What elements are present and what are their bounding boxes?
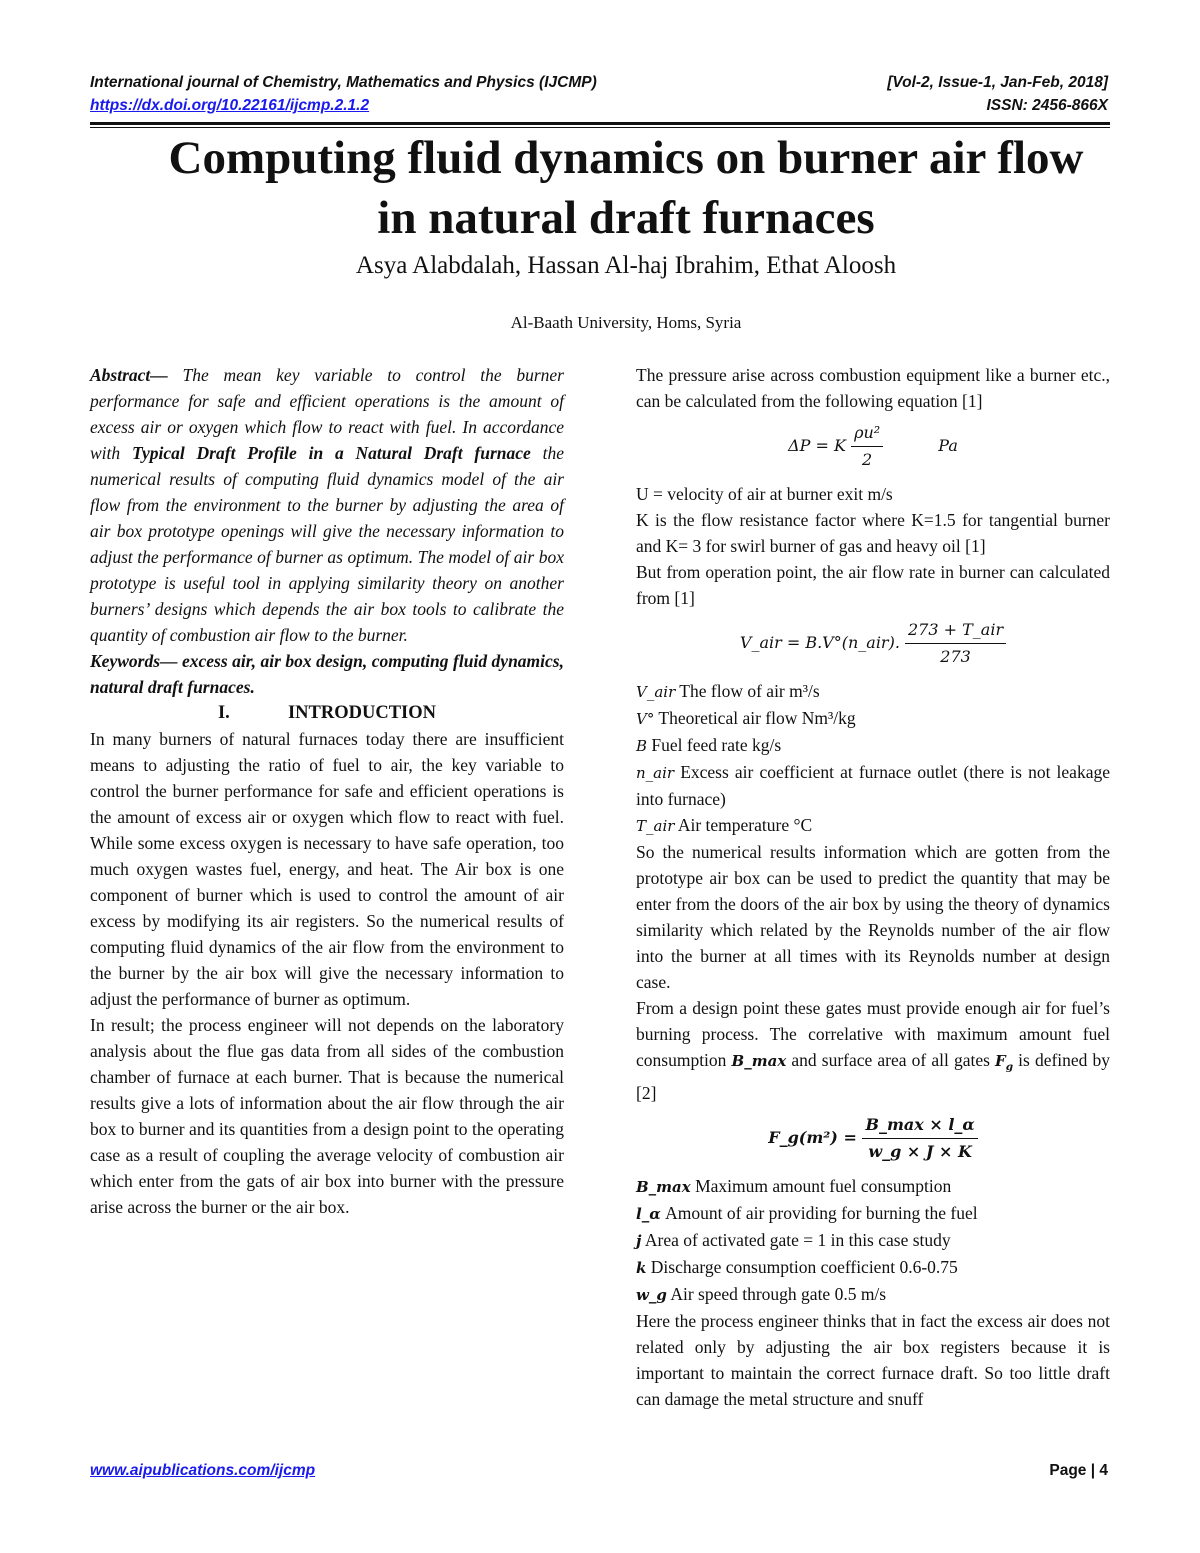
eq1-denominator: 2 (862, 450, 873, 469)
section-title: INTRODUCTION (287, 703, 437, 723)
var-text: Air temperature °C (674, 815, 813, 835)
def-text: Maximum amount fuel consumption (690, 1176, 952, 1196)
right-paragraph-3: So the numerical results information which are gotten from the prototype air box can be used to predict the quantity that may be enter from the doors of the air box by using the theory of dynamics similarity which related by the Reynolds number of the air flow into the burner at all times with its Reynolds number at design case. (636, 842, 1110, 992)
eq3-fraction (862, 1112, 977, 1165)
eq3-lhs: F_g(m²) = (768, 1128, 857, 1147)
def-l-alpha (636, 1200, 1110, 1227)
def-symbol: j (636, 1232, 642, 1250)
right-column (636, 362, 1110, 1412)
def-w-g (636, 1281, 1110, 1308)
paper-title-line1: Computing fluid dynamics on burner air flow (168, 132, 1084, 184)
var-symbol: V° (636, 710, 655, 728)
b-max-symbol: B_max (731, 1052, 787, 1070)
f-g-symbol: $F_g$ (995, 1052, 1014, 1073)
equation-gate-area (636, 1112, 1110, 1165)
def-text: Air speed through gate 0.5 m/s (666, 1284, 887, 1304)
doi-link[interactable]: https://dx.doi.org/10.22161/ijcmp.2.1.2 (90, 97, 370, 114)
var-v-theoretical (636, 705, 1110, 732)
def-text: Discharge consumption coefficient 0.6-0.75 (646, 1257, 958, 1277)
var-symbol: T_air (636, 817, 675, 835)
var-text: Theoretical air flow Nm³/kg (654, 708, 856, 728)
eq3-denominator: w_g × J × K (868, 1142, 972, 1161)
equation-pressure (636, 420, 1110, 473)
authors: Asya Alabdalah, Hassan Al-haj Ibrahim, Ethat Aloosh (355, 252, 897, 279)
def-text: Amount of air providing for burning the fuel (660, 1203, 978, 1223)
header-rule-thin (90, 127, 1110, 128)
keywords: Keywords— excess air, air box design, computing fluid dynamics, natural draft furnaces. (90, 651, 564, 697)
right-paragraph-1: The pressure arise across combustion equipment like a burner etc., can be calculated from the following equation [1] (636, 365, 1110, 411)
intro-paragraph-1: In many burners of natural furnaces today there are insufficient means to adjusting the ratio of fuel to air, the key variable to control the burner performance for safe and efficient operations is the amount of excess air or oxygen which flow to react with fuel. While some excess oxygen is necessary to have safe operation, too much oxygen wastes fuel, energy, and heat. The Air box is one component of burner which is used to control the amount of air excess by modifying its air registers. So the numerical results of computing fluid dynamics of the air flow from the environment to the burner by the air box will give the necessary information to adjust the performance of burner as optimum. (90, 729, 564, 1009)
footer-link[interactable]: www.aipublications.com/ijcmp (90, 1462, 316, 1479)
eq1-fraction (851, 420, 883, 473)
header-rule (90, 122, 1110, 125)
right-paragraph-2: But from operation point, the air flow rate in burner can calculated from [1] (636, 562, 1110, 608)
var-text: Fuel feed rate kg/s (647, 735, 782, 755)
abstract-text-2: the numerical results of computing fluid dynamics model of the air flow from the environment to the burner by adjusting the area of air box prototype openings will give the necessary information to adjust the performance of burner as optimum. The model of air box prototype is useful tool in applying similarity theory on another burners’ designs which depends the air box tools to calibrate the quantity of combustion air flow to the burner. (90, 443, 564, 645)
var-symbol: n_air (636, 764, 675, 782)
def-symbol: k (636, 1259, 647, 1277)
p4-text-b: and surface area of all gates (791, 1050, 990, 1070)
def-symbol: w_g (636, 1286, 667, 1304)
def-j (636, 1227, 1110, 1254)
doi-link-wrap (90, 97, 369, 115)
abstract (90, 362, 564, 648)
var-v-air (636, 678, 1110, 705)
right-paragraph-4 (636, 995, 1110, 1106)
def-k (636, 1254, 1110, 1281)
def-symbol: B_max (636, 1178, 691, 1196)
u-definition: U = velocity of air at burner exit m/s (636, 484, 893, 504)
def-symbol: l_α (636, 1205, 661, 1223)
eq3-numerator: B_max × l_α (862, 1112, 977, 1139)
footer-link-wrap (90, 1462, 315, 1480)
var-text: The flow of air m³/s (675, 681, 820, 701)
affiliation: Al-Baath University, Homs, Syria (510, 313, 742, 332)
issn: ISSN: 2456-866X (986, 97, 1108, 114)
var-text: Excess air coefficient at furnace outlet (there is not leakage into furnace) (636, 762, 1110, 809)
equation-air-flow (636, 617, 1110, 670)
eq2-lhs: V_air = B.V°(n_air). (739, 633, 900, 652)
eq2-numerator: 273 + T_air (905, 617, 1006, 644)
eq2-fraction (905, 617, 1006, 670)
def-text: Area of activated gate = 1 in this case study (641, 1230, 951, 1250)
eq1-numerator: ρu² (851, 420, 883, 447)
volume-info: [Vol-2, Issue-1, Jan-Feb, 2018] (887, 74, 1108, 91)
right-paragraph-5: Here the process engineer thinks that in fact the excess air does not related only by adjusting the air box registers because it is important to maintain the correct furnace draft. So too little draft can damage the metal structure and snuff (636, 1311, 1110, 1409)
eq1-lhs: ΔP = K (788, 436, 846, 455)
k-definition: K is the flow resistance factor where K=1.5 for tangential burner and K= 3 for swirl burner of gas and heavy oil [1] (636, 510, 1110, 556)
var-symbol: B (636, 737, 648, 755)
abstract-bold: Typical Draft Profile in a Natural Draft furnace (131, 443, 531, 463)
left-column (90, 362, 564, 1220)
eq2-denominator: 273 (940, 647, 971, 666)
page-number: Page | 4 (1049, 1462, 1108, 1479)
var-t-air (636, 812, 1110, 839)
paper-title-line2: in natural draft furnaces (377, 192, 875, 244)
abstract-label: Abstract— (90, 365, 168, 385)
section-number: I. (217, 703, 230, 723)
var-n-air (636, 759, 1110, 812)
var-symbol: V_air (636, 683, 676, 701)
var-b (636, 732, 1110, 759)
intro-paragraph-2: In result; the process engineer will not depends on the laboratory analysis about the flue gas data from all sides of the combustion chamber of furnace at each burner. That is because the numerical results give a lots of information about the air flow through the air box to burner and its quantities from a design point to the operating case as a result of coupling the average velocity of combustion air which enter from the gats of air box into burner with the pressure arise across the burner or the air box. (90, 1015, 564, 1217)
abstract-text-1: The mean key variable to control the burner performance for safe and efficient operations is the amount of excess air or oxygen which flow to react with fuel. In accordance with (90, 365, 564, 463)
p4-text-a: From a design point these gates must provide enough air for fuel’s burning process. The correlative with maximum amount fuel consumption (636, 998, 1110, 1070)
section-heading (90, 700, 564, 726)
journal-name: International journal of Chemistry, Mathematics and Physics (IJCMP) (90, 74, 597, 91)
def-b-max (636, 1173, 1110, 1200)
p4-text-c: is defined by [2] (636, 1050, 1111, 1103)
eq1-unit: Pa (938, 436, 958, 455)
